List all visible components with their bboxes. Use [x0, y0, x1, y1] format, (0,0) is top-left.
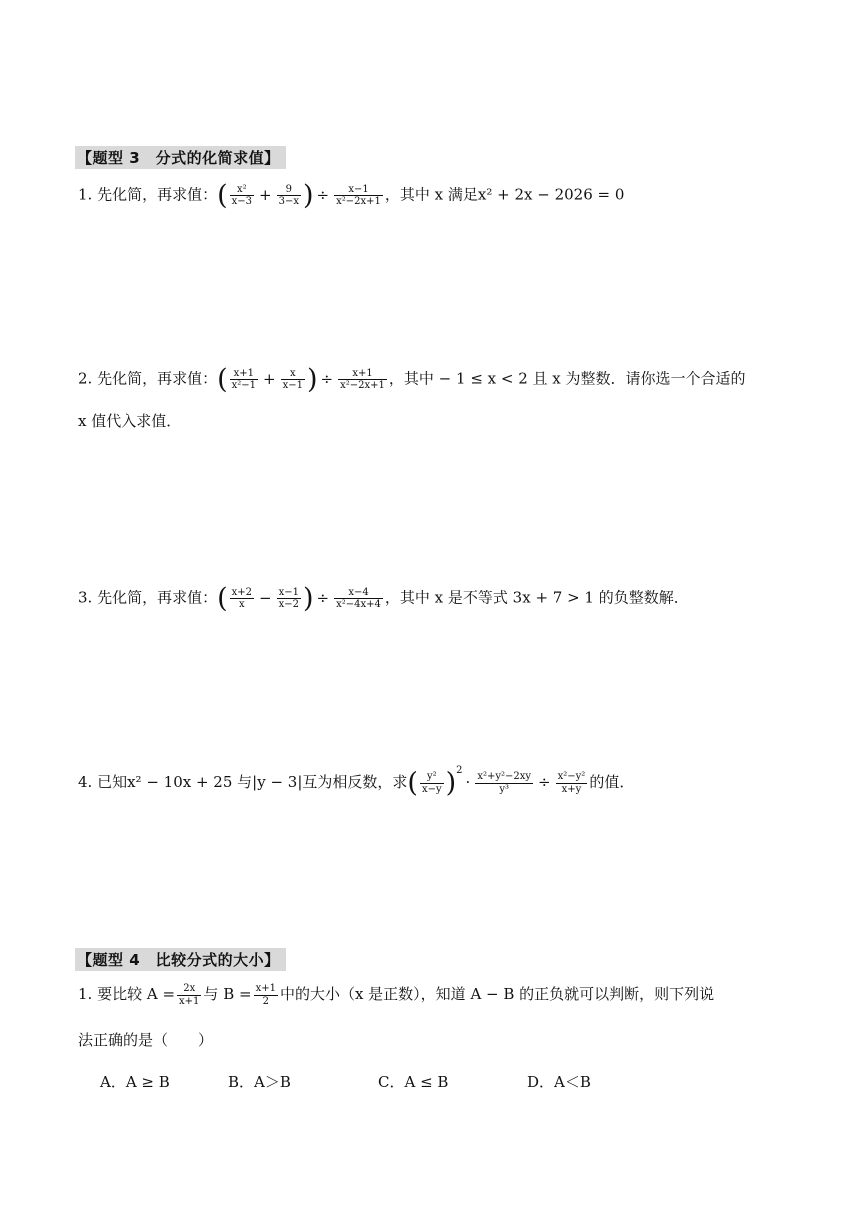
q3-fraction-2	[277, 587, 301, 611]
q1-f3-num: x−1	[334, 184, 383, 197]
q1-suffix: ，其中 x 满足x² + 2x − 2026 = 0	[384, 185, 625, 204]
q1-f3-den: x²−2x+1	[336, 196, 381, 207]
q2-fraction-2	[281, 368, 305, 392]
s4q1-mid: 与 B =	[203, 985, 252, 1003]
q3-prefix: 3. 先化简，再求值：	[78, 588, 218, 607]
q3-f2-den: x−2	[278, 599, 299, 610]
q4-f1-den: x−y	[421, 783, 442, 795]
question-3-3: 3. 先化简，再求值：( $\frac{x+2}{x}$ − $\frac{x-1}{x-2}$ ) ÷ $\frac{x-4}{\text{x²−4x+4}}$ ，其中 x 是不等式 3x + 7 > 1 的负整数解．	[78, 583, 689, 614]
s4q1-suffix: 中的大小（x 是正数），知道 A − B 的正负就可以判断，则下列说	[279, 985, 715, 1003]
q3-f1-den: x	[239, 599, 245, 610]
q2-prefix: 2. 先化简，再求值：	[78, 369, 218, 388]
q2-line2: x 值代入求值．	[78, 412, 182, 430]
option-b[interactable]: B．A＞B	[228, 1073, 291, 1091]
q4-f1-num: y²	[420, 771, 444, 784]
q3-f3-num: x−4	[334, 587, 383, 600]
q4-fraction-1	[420, 771, 444, 795]
q4-power: 2	[456, 765, 463, 776]
q4-f2-num: x²+y²−2xy	[477, 771, 532, 782]
q3-f2-num: x−1	[278, 586, 299, 598]
q4-prefix: 4. 已知x² − 10x + 25 与|y − 3|互为相反数，求	[78, 773, 408, 791]
s4q1-prefix: 1. 要比较 A =	[78, 985, 176, 1003]
q4-f3-den: x+y	[561, 783, 582, 795]
fraction-a-num: 2x	[177, 983, 201, 996]
fraction-b-den: 2	[262, 995, 269, 1007]
option-c[interactable]: C．A ≤ B	[378, 1073, 449, 1091]
q1-fraction-3	[334, 184, 383, 208]
q1-f1-den: x−3	[231, 196, 253, 207]
section4-heading: 【题型 4 比较分式的大小】	[75, 948, 286, 971]
q2-f2-den: x−1	[282, 380, 303, 391]
q1-f2-num: 9	[277, 184, 301, 197]
option-d[interactable]: D．A＜B	[527, 1073, 591, 1091]
fraction-a-den: x+1	[179, 995, 200, 1007]
q4-fraction-3	[556, 771, 588, 795]
q1-f2-den: 3−x	[278, 196, 299, 207]
question-4-1	[78, 983, 714, 1007]
q2-f3-num: x+1	[338, 368, 387, 381]
q4-fraction-2	[475, 771, 533, 795]
fraction-a	[177, 983, 201, 1007]
q1-fraction-1	[230, 184, 254, 208]
q1-f1-num: x²	[230, 184, 254, 197]
q2-fraction-1	[230, 368, 258, 392]
q4-f3-num: x²−y²	[557, 771, 586, 782]
q2-f3-den: x²−2x+1	[340, 380, 385, 391]
q3-fraction-3	[334, 587, 383, 611]
option-a[interactable]: A．A ≥ B	[100, 1073, 170, 1091]
q4-suffix: 的值．	[589, 773, 635, 791]
question-3-1: 1. 先化简，再求值：( $\frac{\text{x²}}{x-3}$ + $\frac{9}{3-x}$ ) ÷ $\frac{x-1}{\text{x²−2x+1}}$ ，其中 x 满足x² + 2x − 2026 = 0	[78, 180, 625, 211]
q4-f2-den: y³	[499, 783, 510, 795]
q1-prefix: 1. 先化简，再求值：	[78, 185, 218, 204]
fraction-b-num: x+1	[255, 983, 276, 994]
fraction-b	[254, 983, 278, 1007]
q3-f3-den: x²−4x+4	[336, 599, 381, 610]
q2-f1-den: x²−1	[231, 380, 257, 391]
q3-fraction-1	[230, 587, 254, 611]
section3-heading: 【题型 3 分式的化简求值】	[75, 146, 286, 169]
q2-f1-num: x+1	[230, 368, 258, 381]
s4q1-line2: 法正确的是（ ）	[78, 1031, 214, 1049]
q2-suffix: ，其中 − 1 ≤ x < 2 且 x 为整数．请你选一个合适的	[388, 369, 746, 388]
q3-f1-num: x+2	[231, 586, 253, 598]
q2-fraction-3	[338, 368, 387, 392]
q1-fraction-2	[277, 184, 301, 208]
question-3-2: 2. 先化简，再求值：( $\frac{x+1}{\text{x²−1}}$ + $\frac{x}{x-1}$ ) ÷ $\frac{x+1}{\text{x²−2x+1}}$ ，其中 − 1 ≤ x < 2 且 x 为整数．请你选一个合适的	[78, 364, 746, 395]
q3-suffix: ，其中 x 是不等式 3x + 7 > 1 的负整数解．	[384, 588, 689, 607]
question-3-4: 4. 已知x² − 10x + 25 与|y − 3|互为相反数，求( $\frac{\text{y²}}{x-y}$ )$^2$· $\frac{\text{x²+y²−2xy}}{\text{y³}}$ ÷ $\frac{\text{x²−y²}}{x+y}$ 的值．	[78, 765, 635, 799]
q2-f2-num: x	[281, 368, 305, 381]
